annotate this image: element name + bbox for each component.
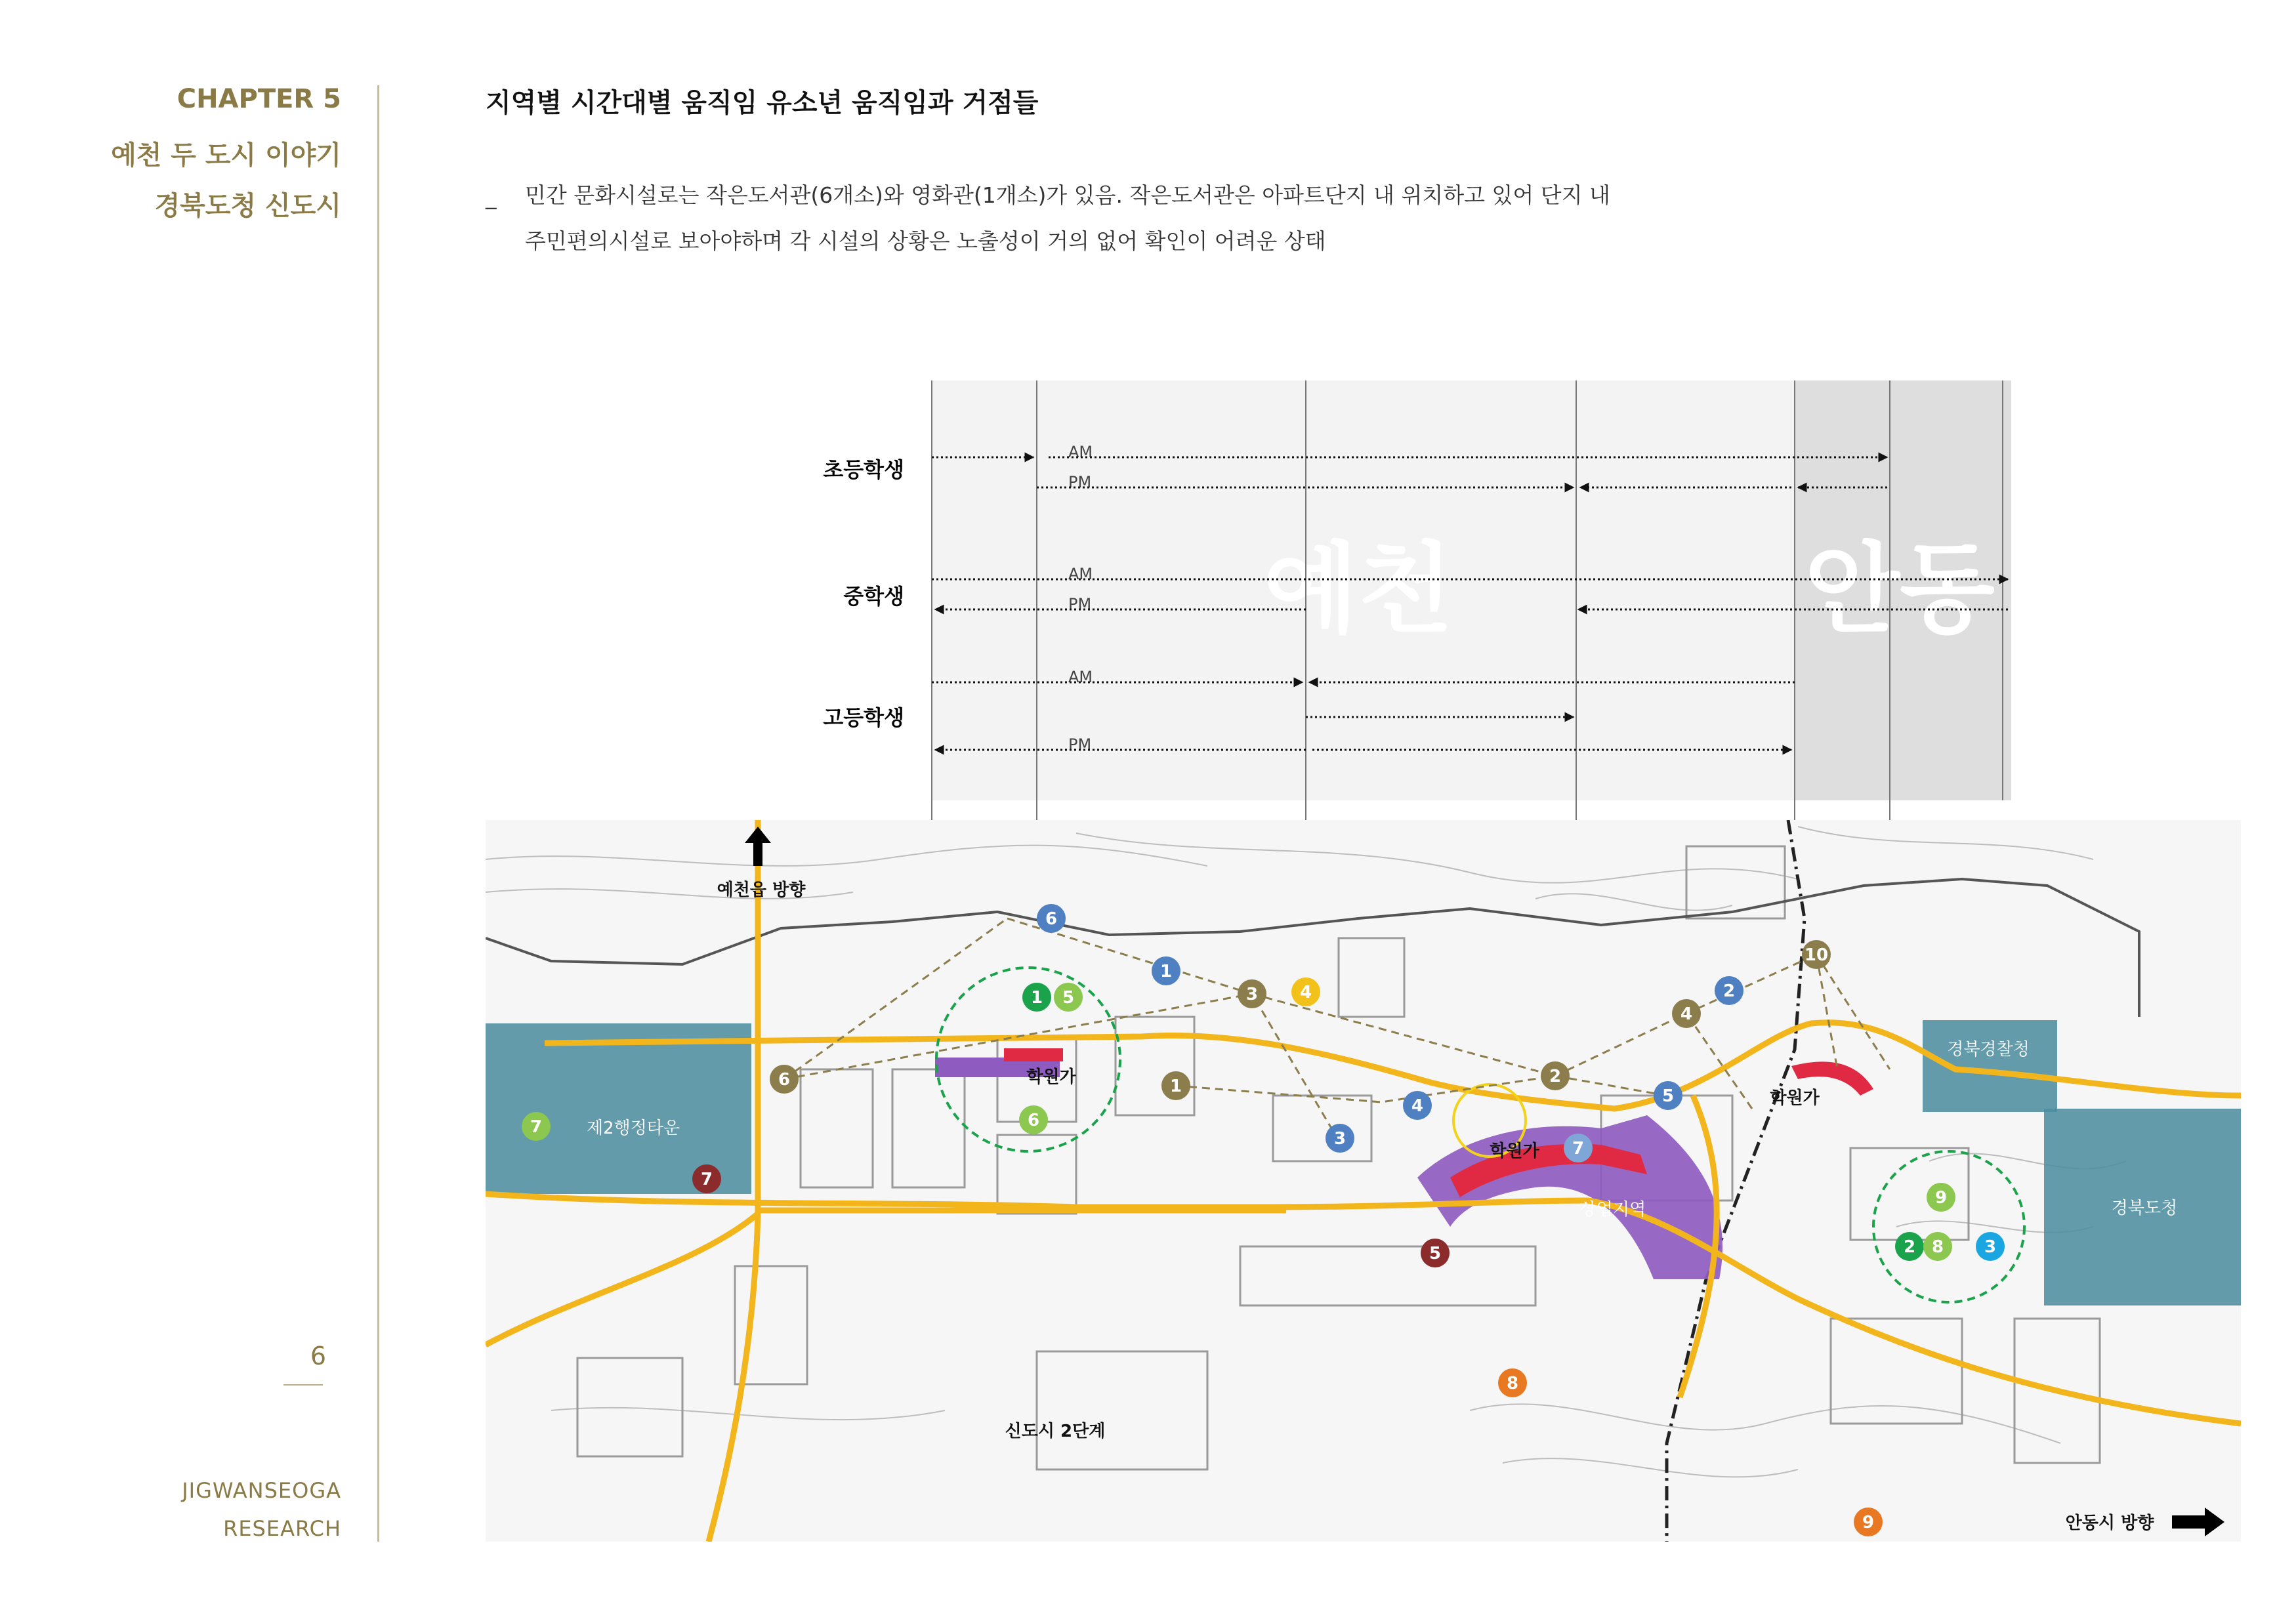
brand-research: RESEARCH [223, 1516, 341, 1541]
chapter-subtitle: 예천 두 도시 이야기 [111, 140, 341, 171]
facility-marker-number: 9 [1934, 1188, 1948, 1208]
facility-marker-number: 2 [1903, 1237, 1916, 1257]
facility-marker-number: 7 [1572, 1139, 1585, 1159]
facility-marker-number: 5 [1062, 988, 1075, 1008]
chapter-subtitle-2: 경북도청 신도시 [154, 191, 341, 221]
academy-zone-1-red [1004, 1048, 1063, 1061]
facility-marker-number: 5 [1661, 1086, 1675, 1106]
am-label: AM [1068, 668, 1093, 686]
label-yecheon-direction: 예천읍 방향 [717, 880, 806, 900]
facility-marker-number: 9 [1862, 1513, 1875, 1532]
facility-marker-number: 1 [1159, 962, 1173, 981]
label-phase2: 신도시 2단계 [1005, 1422, 1106, 1441]
row-label-elementary: 초등학생 [823, 457, 904, 482]
description-line-2: 주민편의시설로 보아야하며 각 시설의 상황은 노출성이 거의 없어 확인이 어려운 상태 [525, 228, 1326, 254]
facility-marker-number: 1 [1169, 1077, 1182, 1096]
facility-marker-number: 8 [1931, 1237, 1944, 1257]
zone-label-andong: 안동 [1805, 533, 1995, 647]
pm-label: PM [1068, 735, 1092, 754]
facility-marker-number: 4 [1680, 1004, 1693, 1024]
label-academy-1: 학원가 [1026, 1067, 1076, 1087]
zone-spacer-bg [2011, 380, 2241, 800]
label-police: 경북경찰청 [1947, 1040, 2030, 1059]
facility-marker-number: 5 [1429, 1244, 1442, 1263]
page-number: 6 [310, 1342, 327, 1370]
facility-marker-number: 1 [1030, 988, 1043, 1008]
description-line-1: 민간 문화시설로는 작은도서관(6개소)와 영화관(1개소)가 있음. 작은도서관은 아파트단지 내 위치하고 있어 단지 내 [525, 182, 1610, 208]
city-map [486, 820, 2241, 1542]
facility-marker-number: 2 [1549, 1067, 1562, 1086]
label-academy-2: 학원가 [1490, 1141, 1539, 1161]
facility-marker-number: 2 [1722, 981, 1736, 1001]
page-title: 지역별 시간대별 움직임 유소년 움직임과 거점들 [486, 88, 1039, 118]
facility-marker-number: 8 [1506, 1374, 1519, 1393]
bullet-mark: _ [486, 184, 497, 209]
facility-marker-number: 6 [778, 1070, 791, 1090]
facility-marker-number: 3 [1984, 1237, 1997, 1257]
police-block [1923, 1020, 2057, 1112]
facility-marker-number: 4 [1299, 983, 1312, 1002]
facility-marker-number: 3 [1245, 985, 1259, 1004]
row-label-middle: 중학생 [843, 584, 904, 609]
facility-marker-number: 7 [700, 1170, 713, 1189]
facility-marker-number: 3 [1333, 1129, 1346, 1149]
row-label-high: 고등학생 [823, 705, 904, 730]
am-label: AM [1068, 443, 1093, 461]
label-admin-town: 제2행정타운 [586, 1119, 680, 1138]
label-academy-3: 학원가 [1770, 1088, 1820, 1108]
pm-label: PM [1068, 473, 1092, 491]
label-provincial: 경북도청 [2111, 1199, 2178, 1218]
brand-name: JIGWANSEOGA [182, 1478, 341, 1503]
facility-marker-number: 6 [1027, 1111, 1040, 1130]
facility-marker-number: 7 [530, 1117, 543, 1137]
facility-marker-number: 6 [1045, 909, 1058, 929]
facility-marker-number: 4 [1411, 1096, 1424, 1116]
chapter-label: CHAPTER 5 [177, 84, 341, 114]
label-andong-direction: 안동시 방향 [2065, 1513, 2154, 1533]
label-commercial: 상업지역 [1579, 1200, 1646, 1220]
facility-marker-number: 10 [1804, 945, 1829, 965]
am-label: AM [1068, 565, 1093, 583]
pm-label: PM [1068, 595, 1092, 613]
zone-label-yecheon: 예천 [1263, 533, 1453, 647]
